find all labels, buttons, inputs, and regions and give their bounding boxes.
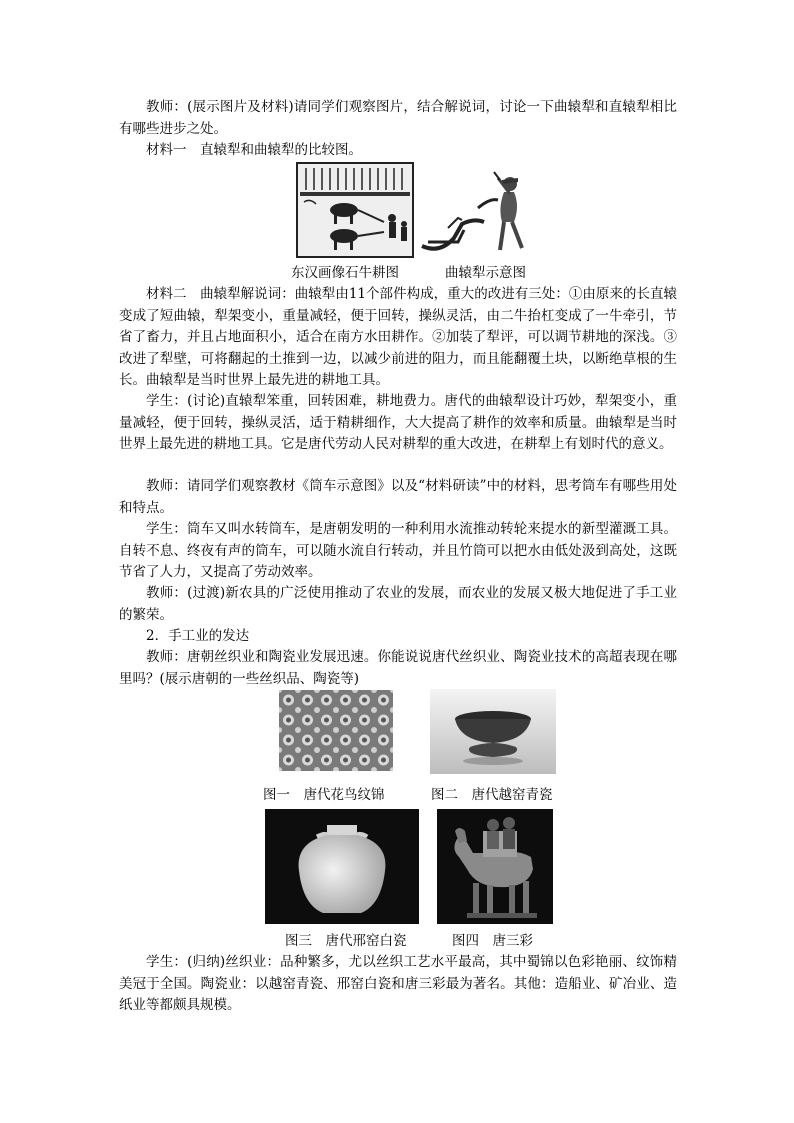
- curved-plow-diagram: [418, 168, 536, 254]
- caption-figure-3: 图三 唐代邢窑白瓷: [285, 933, 407, 949]
- paragraph-teacher-plow-question: 教师：(展示图片及材料)请同学们观察图片，结合解说词，讨论一下曲辕犁和直辕犁相比有哪些进步之处。: [119, 99, 677, 137]
- paragraph-teacher-waterwheel: 教师：请同学们观察教材《筒车示意图》以及“材料研读”中的材料，思考筒车有哪些用处和特点。: [119, 478, 677, 516]
- caption-curved-plow: 曲辕犁示意图: [445, 265, 526, 281]
- caption-han-relief: 东汉画像石牛耕图: [291, 265, 399, 281]
- paragraph-student-summary: 学生：(归纳)丝织业：品种繁多，尤以丝织工艺水平最高，其中蜀锦以色彩艳丽、纹饰精美冠于全国。陶瓷业：以越窑青瓷、邢窑白瓷和唐三彩最为著名。其他：造船业、矿冶业、造纸业等都颇具规模。: [119, 954, 677, 1014]
- yue-celadon-bowl-image: [430, 689, 556, 774]
- caption-figure-1: 图一 唐代花鸟纹锦: [263, 787, 385, 803]
- paragraph-student-discussion: 学生：(讨论)直辕犁笨重，回转困难，耕地费力。唐代的曲辕犁设计巧妙，犁架变小，重量减轻，便于回转，操纵灵活，适于精耕细作，大大提高了耕作的效率和质量。曲辕犁是当时世界上最先进的耕地工具。它是唐代劳动人民对耕犁的重大改进，在耕犁上有划时代的意义。: [119, 393, 677, 453]
- paragraph-material-one: 材料一 直辕犁和曲辕犁的比较图。: [146, 142, 362, 158]
- paragraph-student-waterwheel: 学生：筒车又叫水转筒车，是唐朝发明的一种利用水流推动转轮来提水的新型灌溉工具。自转不息、终夜有声的筒车，可以随水流自行转动，并且竹筒可以把水由低处汲到高处，这既节省了人力，又提高了劳动效率。: [119, 521, 677, 581]
- caption-figure-4: 图四 唐三彩: [452, 933, 533, 949]
- xing-white-porcelain-image: [265, 809, 419, 924]
- paragraph-material-two: 材料二 曲辕犁解说词：曲辕犁由11个部件构成，重大的改进有三处：①由原来的长直辕变成了短曲辕，犁架变小，重量减轻，便于回转，操纵灵活，由二牛抬杠变成了一牛牵引，节省了畜力，并且占地面积小，适合在南方水田耕作。②加装了犁评，可以调节耕地的深浅。③改进了犁壁，可将翻起的土推到一边，以减少前进的阻力，而且能翻覆土块，以断绝草根的生长。曲辕犁是当时世界上最先进的耕地工具。: [119, 286, 677, 389]
- han-stone-relief-image: [296, 162, 414, 258]
- caption-figure-2: 图二 唐代越窑青瓷: [431, 787, 553, 803]
- tang-sancai-camel-image: [437, 809, 553, 924]
- section-heading-handicraft: 2．手工业的发达: [146, 628, 250, 644]
- paragraph-teacher-transition: 教师：(过渡)新农具的广泛使用推动了农业的发展，而农业的发展又极大地促进了手工业的繁荣。: [119, 585, 677, 623]
- paragraph-teacher-handicraft: 教师：唐朝丝织业和陶瓷业发展迅速。你能说说唐代丝织业、陶瓷业技术的高超表现在哪里吗？(展示唐朝的一些丝织品、陶瓷等): [119, 649, 677, 687]
- tang-brocade-image: [279, 690, 393, 771]
